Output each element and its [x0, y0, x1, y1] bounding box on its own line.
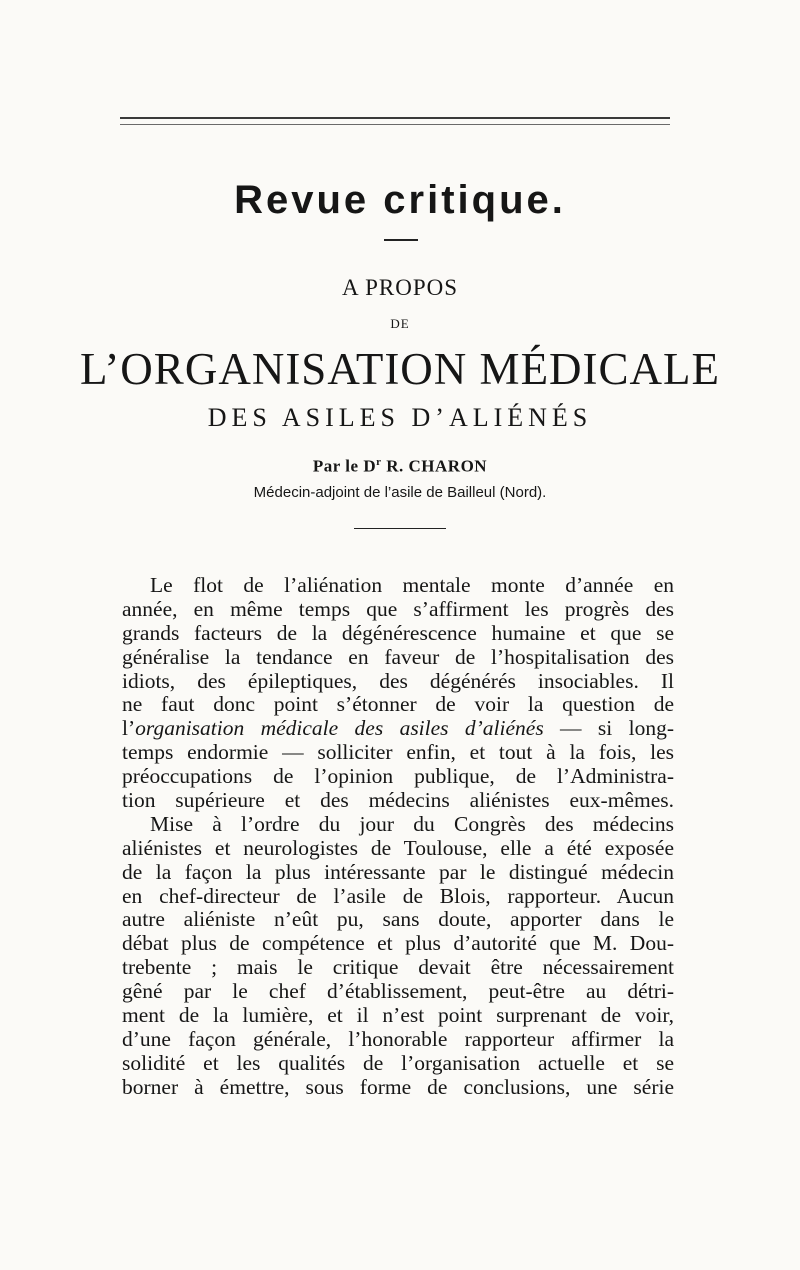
author-prefix-sup: r [376, 456, 382, 468]
body-line: année, en même temps que s’affirment les progrès des [122, 596, 674, 621]
body-line: idiots, des épileptiques, des dégénérés insociables. Il [122, 668, 674, 693]
author-name: R. CHARON [386, 456, 488, 476]
body-line: d’une façon générale, l’honorable rapporteur affirmer la [122, 1026, 674, 1051]
author-line [0, 456, 800, 477]
italic-phrase: organisation médicale des asiles d’aliénés [135, 716, 544, 741]
body-line: Le flot de l’aliénation mentale monte d’année en [150, 573, 674, 597]
article-title: L’ORGANISATION MÉDICALE [79, 344, 721, 394]
body-line: en chef-directeur de l’asile de Blois, rapporteur. Aucun [122, 883, 674, 908]
body-text-fragment: l’ [122, 716, 136, 741]
body-line: aliénistes et neurologistes de Toulouse, elle a été exposée [122, 835, 674, 860]
body-text-fragment: — si long- [543, 716, 674, 741]
body-line: grands facteurs de la dégénérescence humaine et que se [122, 620, 674, 645]
top-double-rule [120, 117, 670, 119]
body-line: tion supérieure et des médecins aliénistes eux-mêmes. [122, 788, 674, 813]
body-line: de la façon la plus intéressante par le distingué médecin [122, 859, 674, 884]
body-line: ment de la lumière, et il n’est point surprenant de voir, [122, 1003, 674, 1028]
body-line: trebente ; mais le critique devait être nécessairement [122, 955, 674, 980]
section-heading: Revue critique. [234, 178, 566, 222]
title-connector: DE [390, 316, 410, 331]
heading-dash [384, 239, 418, 241]
body-line-mixed [122, 717, 674, 741]
body-line: débat plus de compétence et plus d’autorité que M. Dou- [122, 931, 674, 956]
body-line: gêné par le chef d’établissement, peut-être au détri- [122, 979, 674, 1004]
body-line: préoccupations de l’opinion publique, de l’Administra- [122, 764, 674, 789]
body-line: ne faut donc point s’étonner de voir la question de [122, 692, 674, 717]
separator-rule [354, 528, 446, 529]
body-line: solidité et les qualités de l’organisation actuelle et se [122, 1050, 674, 1075]
author-affiliation: Médecin-adjoint de l’asile de Bailleul (Nord). [253, 484, 547, 501]
title-intro: A PROPOS [341, 275, 459, 300]
article-subtitle: DES ASILES D’ALIÉNÉS [207, 403, 593, 432]
body-line: généralise la tendance en faveur de l’hospitalisation des [122, 644, 674, 669]
body-line: temps endormie — solliciter enfin, et tout à la fois, les [122, 740, 674, 765]
author-prefix: Par le D [312, 456, 377, 476]
body-line: autre aliéniste n’eût pu, sans doute, apporter dans le [122, 907, 674, 932]
top-double-rule-thin [120, 124, 670, 125]
article-body [122, 574, 674, 1100]
body-line: Mise à l’ordre du jour du Congrès des médecins [150, 811, 674, 836]
body-line: borner à émettre, sous forme de conclusions, une série [122, 1074, 674, 1099]
